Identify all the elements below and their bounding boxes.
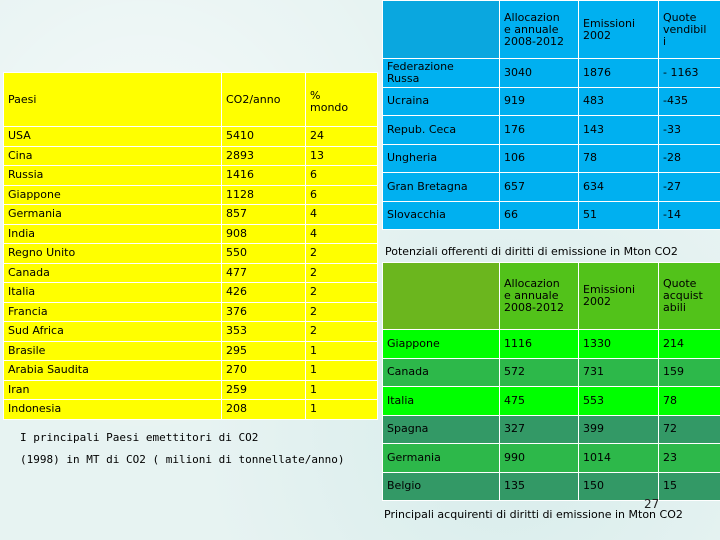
table-cell: 2 <box>306 322 378 342</box>
table-cell: 1876 <box>579 59 659 88</box>
table-cell: USA <box>4 127 222 147</box>
table-cell: 1 <box>306 380 378 400</box>
sellers-table <box>382 0 720 230</box>
table-cell: -14 <box>659 201 720 230</box>
header-cell <box>383 1 500 59</box>
table-cell: 353 <box>222 322 306 342</box>
table-cell: Iran <box>4 380 222 400</box>
table-row <box>4 127 378 147</box>
table-cell: Francia <box>4 302 222 322</box>
table-header-row <box>383 1 720 59</box>
table-cell: Canada <box>383 358 500 387</box>
table-cell: 1 <box>306 361 378 381</box>
table-cell: Ungheria <box>383 144 500 173</box>
header-cell: Emissioni 2002 <box>579 263 659 330</box>
table-cell: 259 <box>222 380 306 400</box>
table-cell: 634 <box>579 173 659 202</box>
table-row <box>4 244 378 264</box>
table-cell: 66 <box>500 201 579 230</box>
table-cell: 1330 <box>579 330 659 359</box>
table-row <box>383 330 720 359</box>
table-row <box>383 144 720 173</box>
table-row <box>383 358 720 387</box>
table-cell: 1 <box>306 341 378 361</box>
table-row <box>383 387 720 416</box>
table-cell: 327 <box>500 415 579 444</box>
table-header-row <box>4 73 378 127</box>
table-cell: 3040 <box>500 59 579 88</box>
table-cell: 150 <box>579 472 659 501</box>
table-cell: 1 <box>306 400 378 420</box>
table-cell: 1116 <box>500 330 579 359</box>
table-cell: Italia <box>4 283 222 303</box>
table-cell: 990 <box>500 444 579 473</box>
table-cell: 908 <box>222 224 306 244</box>
emitters-table <box>3 72 378 420</box>
table-cell: 51 <box>579 201 659 230</box>
table-row <box>383 472 720 501</box>
table-cell: India <box>4 224 222 244</box>
header-cell: Paesi <box>4 73 222 127</box>
table-row <box>4 341 378 361</box>
table-cell: 2893 <box>222 146 306 166</box>
table-cell: 477 <box>222 263 306 283</box>
table-cell: 214 <box>659 330 720 359</box>
table-cell: 2 <box>306 263 378 283</box>
table-cell: 143 <box>579 116 659 145</box>
table-cell: 159 <box>659 358 720 387</box>
table-cell: Sud Africa <box>4 322 222 342</box>
table-row <box>4 166 378 186</box>
table-cell: Gran Bretagna <box>383 173 500 202</box>
table-row <box>4 302 378 322</box>
table-cell: Germania <box>4 205 222 225</box>
table-row <box>383 415 720 444</box>
table-row <box>4 224 378 244</box>
table-cell: -435 <box>659 87 720 116</box>
table-cell: 572 <box>500 358 579 387</box>
emitters-caption-line1: I principali Paesi emettitori di CO2 <box>20 431 259 444</box>
table-row <box>4 263 378 283</box>
header-cell: CO2/anno <box>222 73 306 127</box>
table-cell: 106 <box>500 144 579 173</box>
table-cell: 399 <box>579 415 659 444</box>
table-row <box>383 444 720 473</box>
table-cell: Cina <box>4 146 222 166</box>
table-cell: 5410 <box>222 127 306 147</box>
table-row <box>4 283 378 303</box>
buyers-caption: Principali acquirenti di diritti di emissione in Mton CO2 <box>384 508 683 521</box>
table-cell: Slovacchia <box>383 201 500 230</box>
table-row <box>4 185 378 205</box>
table-cell: Russia <box>4 166 222 186</box>
table-cell: Federazione Russa <box>383 59 500 88</box>
buyers-table <box>382 262 720 501</box>
table-row <box>383 201 720 230</box>
table-cell: 657 <box>500 173 579 202</box>
table-cell: 4 <box>306 205 378 225</box>
table-cell: Italia <box>383 387 500 416</box>
table-cell: 857 <box>222 205 306 225</box>
header-cell: Emissioni 2002 <box>579 1 659 59</box>
table-row <box>4 146 378 166</box>
table-cell: Regno Unito <box>4 244 222 264</box>
header-cell: Quote acquist abili <box>659 263 720 330</box>
table-cell: Ucraina <box>383 87 500 116</box>
table-cell: 176 <box>500 116 579 145</box>
sellers-caption: Potenziali offerenti di diritti di emissione in Mton CO2 <box>385 245 678 258</box>
table-cell: 483 <box>579 87 659 116</box>
table-cell: 475 <box>500 387 579 416</box>
table-row <box>4 400 378 420</box>
table-cell: 426 <box>222 283 306 303</box>
table-cell: -27 <box>659 173 720 202</box>
table-cell: Repub. Ceca <box>383 116 500 145</box>
table-cell: Indonesia <box>4 400 222 420</box>
table-row <box>383 173 720 202</box>
table-cell: 4 <box>306 224 378 244</box>
table-cell: 6 <box>306 166 378 186</box>
header-cell: Allocazion e annuale 2008-2012 <box>500 263 579 330</box>
table-cell: -33 <box>659 116 720 145</box>
table-cell: 6 <box>306 185 378 205</box>
header-cell: Allocazion e annuale 2008-2012 <box>500 1 579 59</box>
table-cell: 1128 <box>222 185 306 205</box>
table-cell: 24 <box>306 127 378 147</box>
table-row <box>4 322 378 342</box>
header-cell: % mondo <box>306 73 378 127</box>
table-cell: 23 <box>659 444 720 473</box>
table-cell: 78 <box>579 144 659 173</box>
table-cell: 13 <box>306 146 378 166</box>
table-cell: Arabia Saudita <box>4 361 222 381</box>
table-row <box>383 116 720 145</box>
table-cell: 208 <box>222 400 306 420</box>
table-cell: 731 <box>579 358 659 387</box>
table-cell: Spagna <box>383 415 500 444</box>
table-cell: 1416 <box>222 166 306 186</box>
table-header-row <box>383 263 720 330</box>
table-cell: 553 <box>579 387 659 416</box>
table-cell: 919 <box>500 87 579 116</box>
table-row <box>4 361 378 381</box>
table-cell: 295 <box>222 341 306 361</box>
table-cell: 15 <box>659 472 720 501</box>
table-cell: Germania <box>383 444 500 473</box>
table-cell: -28 <box>659 144 720 173</box>
table-cell: 72 <box>659 415 720 444</box>
table-cell: 1014 <box>579 444 659 473</box>
table-cell: 270 <box>222 361 306 381</box>
table-row <box>383 59 720 88</box>
table-cell: Giappone <box>383 330 500 359</box>
table-cell: 550 <box>222 244 306 264</box>
emitters-caption-line2: (1998) in MT di CO2 ( milioni di tonnellate/anno) <box>20 453 345 466</box>
page-number: 27 <box>644 497 660 511</box>
table-cell: 135 <box>500 472 579 501</box>
table-cell: 2 <box>306 283 378 303</box>
header-cell: Quote vendibil i <box>659 1 720 59</box>
table-cell: 2 <box>306 302 378 322</box>
table-row <box>4 205 378 225</box>
table-cell: 376 <box>222 302 306 322</box>
table-cell: Brasile <box>4 341 222 361</box>
table-cell: 78 <box>659 387 720 416</box>
table-row <box>383 87 720 116</box>
table-cell: 2 <box>306 244 378 264</box>
table-cell: - 1163 <box>659 59 720 88</box>
table-cell: Belgio <box>383 472 500 501</box>
header-cell <box>383 263 500 330</box>
table-row <box>4 380 378 400</box>
table-cell: Canada <box>4 263 222 283</box>
table-cell: Giappone <box>4 185 222 205</box>
